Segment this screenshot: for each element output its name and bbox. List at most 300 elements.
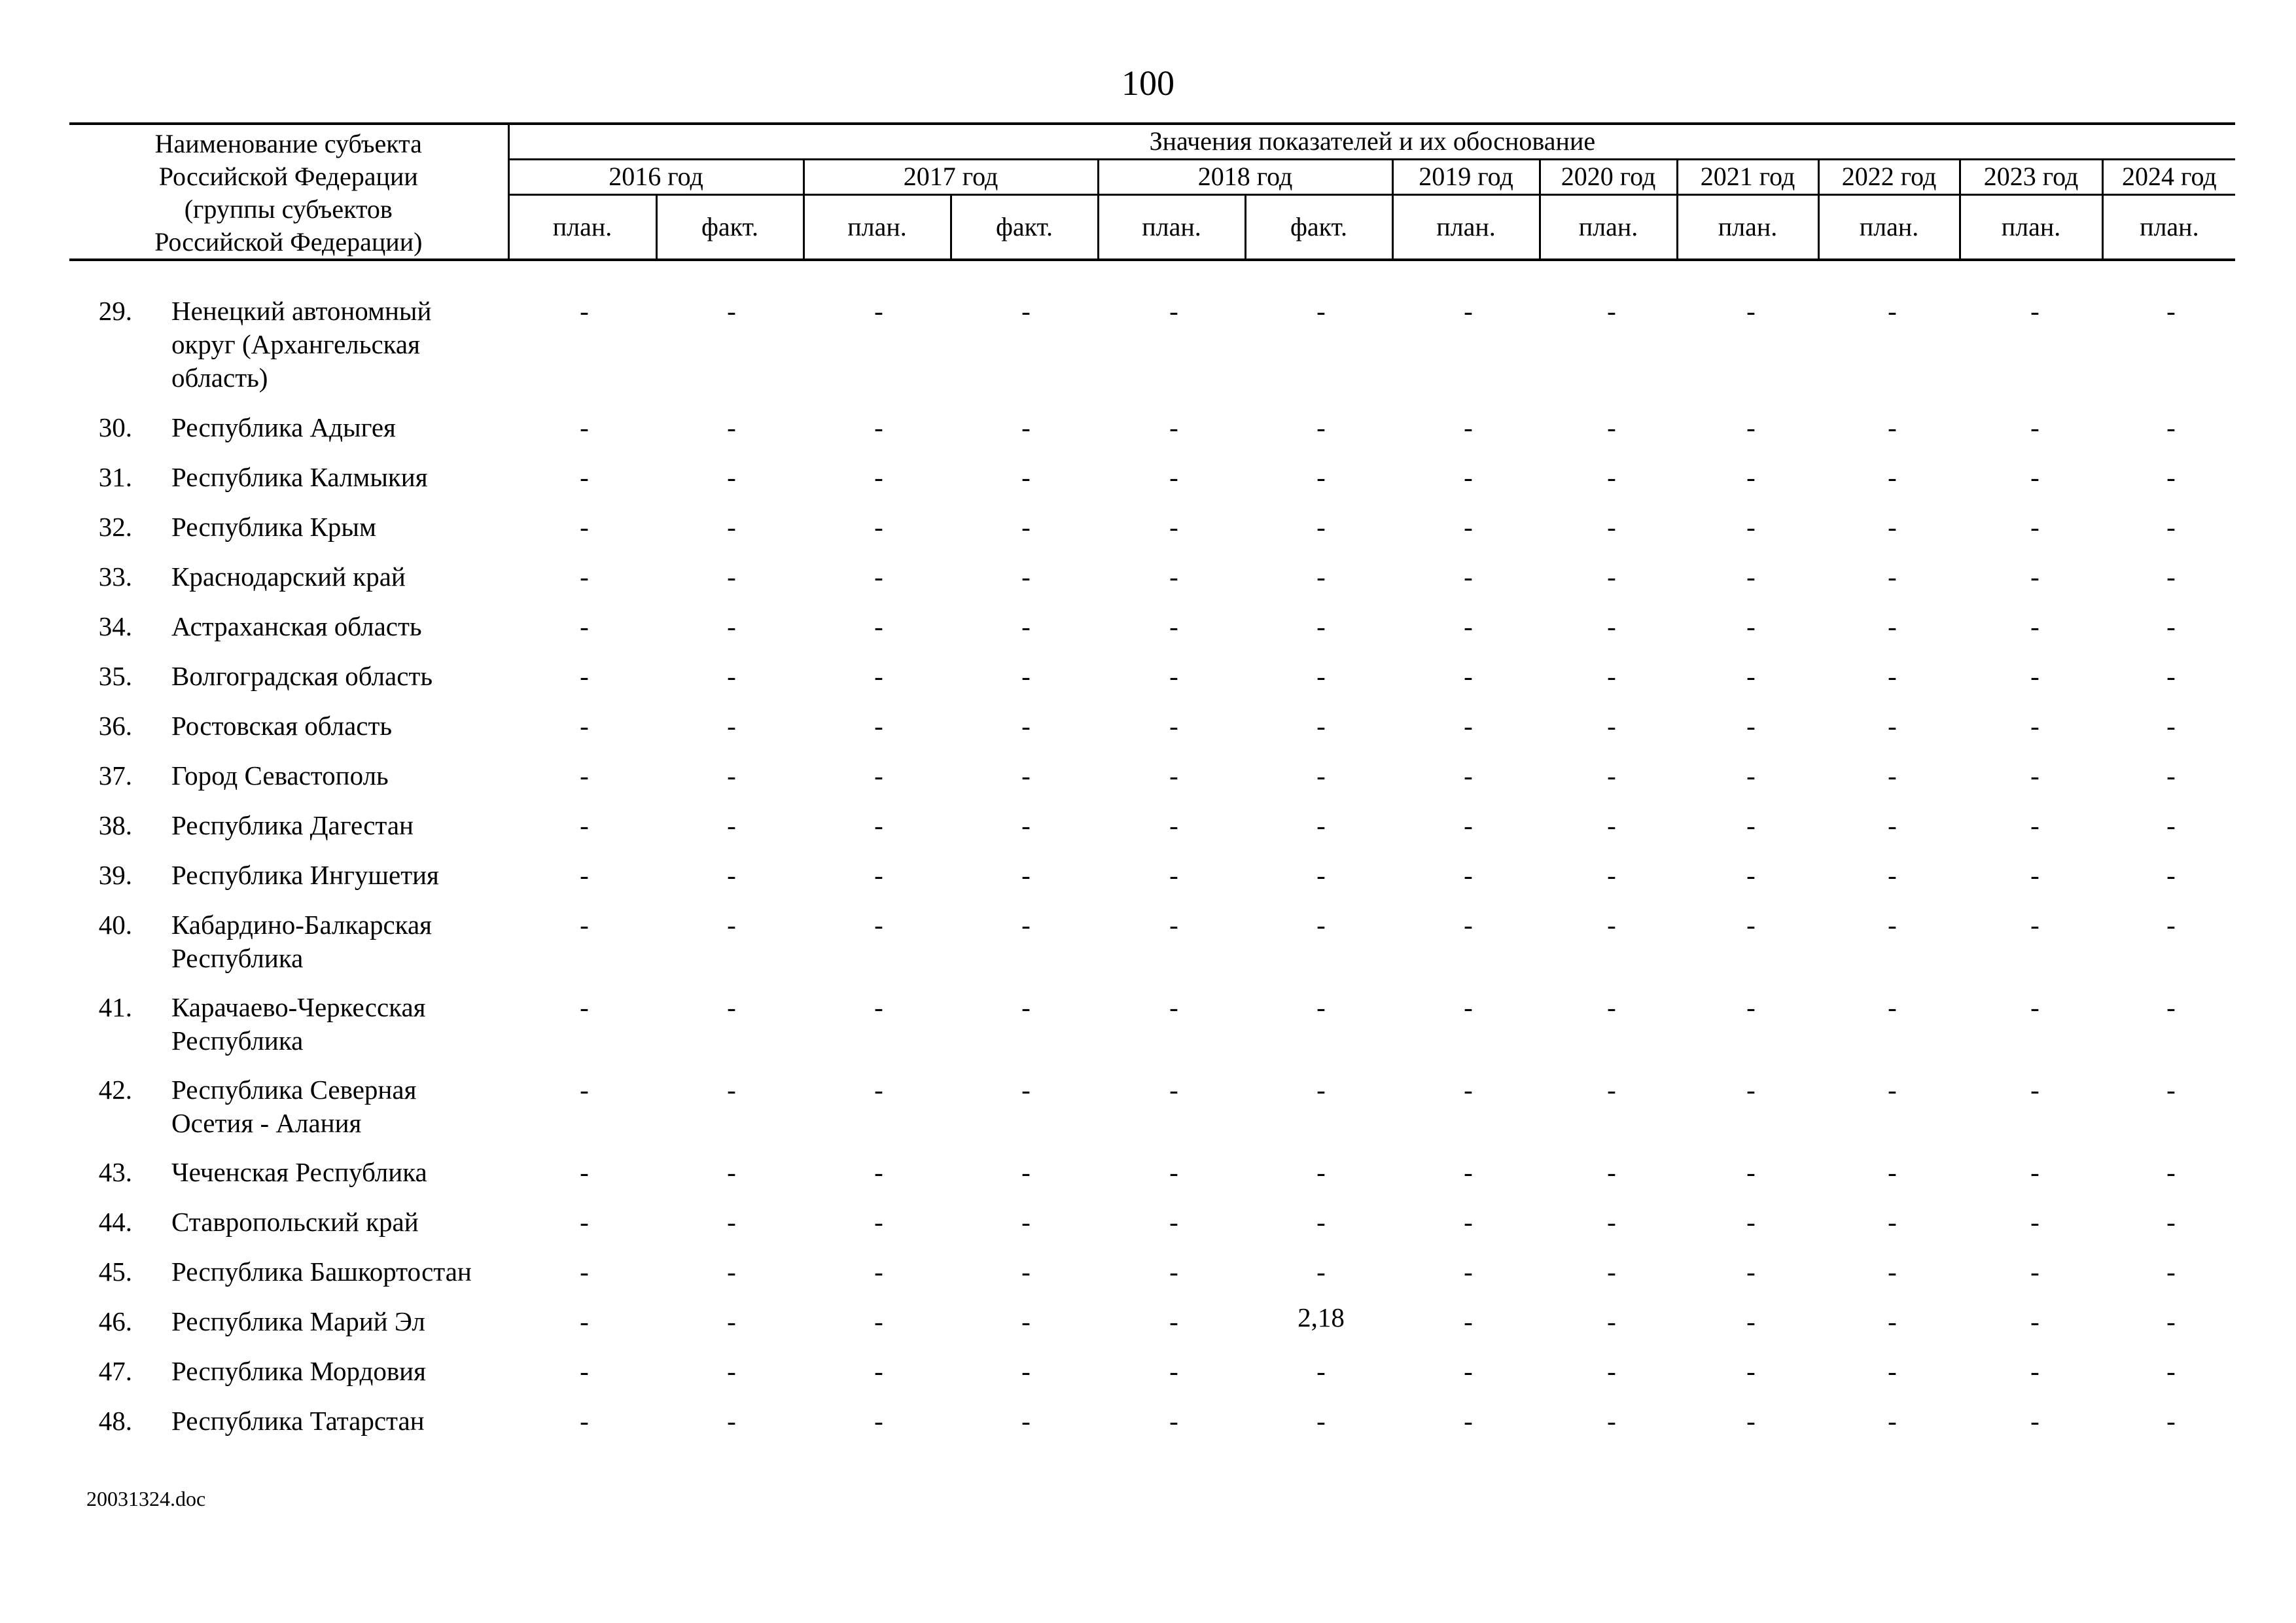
year-header-2020: 2020 год	[1540, 159, 1677, 194]
value-cell: -	[727, 1257, 736, 1287]
value-cell: -	[1464, 1406, 1473, 1436]
row-number: 43.	[98, 1157, 132, 1187]
plan-header-2018: план.	[1098, 194, 1245, 260]
value-cell: -	[874, 611, 883, 641]
value-cell: -	[580, 296, 589, 326]
value-cell: -	[1464, 992, 1473, 1022]
value-cell: -	[1746, 412, 1756, 442]
value-cell: -	[580, 810, 589, 840]
value-cell: -	[1021, 992, 1031, 1022]
row-number: 35.	[98, 661, 132, 691]
value-cell: -	[1888, 412, 1897, 442]
value-cell: -	[2166, 1207, 2176, 1237]
value-cell: -	[1746, 760, 1756, 791]
value-cell: -	[1607, 611, 1616, 641]
year-header-2017: 2017 год	[804, 159, 1098, 194]
row-number: 40.	[98, 910, 132, 940]
value-cell: -	[1021, 1157, 1031, 1187]
subject-name: Город Севастополь	[171, 760, 389, 791]
value-cell: -	[1021, 661, 1031, 691]
fact-header-2018: факт.	[1245, 194, 1392, 260]
value-cell: -	[2166, 992, 2176, 1022]
value-cell: -	[580, 1075, 589, 1105]
value-cell: -	[2166, 412, 2176, 442]
value-cell: -	[727, 412, 736, 442]
value-cell: -	[1607, 910, 1616, 940]
value-cell: -	[1316, 810, 1326, 840]
value-cell: -	[580, 1356, 589, 1386]
fact-header-2016: факт.	[656, 194, 804, 260]
fact-header-2017: факт.	[951, 194, 1098, 260]
value-cell: -	[1169, 1306, 1178, 1336]
subject-name: Республика Башкортостан	[171, 1257, 472, 1287]
year-header-2018: 2018 год	[1098, 159, 1392, 194]
row-number: 45.	[98, 1257, 132, 1287]
value-cell: -	[1021, 512, 1031, 542]
value-cell: -	[2030, 711, 2040, 741]
row-number: 29.	[98, 296, 132, 326]
value-cell: -	[580, 661, 589, 691]
value-cell: -	[580, 562, 589, 592]
value-cell: -	[1464, 1306, 1473, 1336]
value-cell: -	[1888, 512, 1897, 542]
value-cell: -	[1888, 860, 1897, 890]
value-cell: -	[727, 1406, 736, 1436]
value-cell: -	[1607, 1157, 1616, 1187]
value-cell: -	[727, 992, 736, 1022]
value-cell: -	[1169, 910, 1178, 940]
value-cell: -	[1316, 1207, 1326, 1237]
subject-name: Республика Северная Осетия - Алания	[171, 1075, 417, 1138]
subject-name: Волгоградская область	[171, 661, 433, 691]
value-cell: -	[1746, 512, 1756, 542]
value-cell: -	[1888, 1075, 1897, 1105]
subject-name: Кабардино-Балкарская Республика	[171, 910, 433, 973]
value-cell: -	[1169, 562, 1178, 592]
value-cell: -	[1464, 860, 1473, 890]
value-cell: -	[2166, 910, 2176, 940]
value-cell: -	[1316, 1257, 1326, 1287]
value-cell: -	[727, 810, 736, 840]
value-cell: -	[2166, 1306, 2176, 1336]
value-cell: -	[1316, 412, 1326, 442]
value-cell: -	[580, 760, 589, 791]
value-cell: -	[874, 910, 883, 940]
value-cell: -	[1169, 810, 1178, 840]
value-cell: -	[580, 412, 589, 442]
subject-name: Республика Марий Эл	[171, 1306, 425, 1336]
value-cell: -	[2030, 562, 2040, 592]
value-cell: -	[580, 1257, 589, 1287]
value-cell: -	[2166, 1075, 2176, 1105]
value-cell: -	[874, 1306, 883, 1336]
value-cell: -	[580, 1406, 589, 1436]
row-number: 32.	[98, 512, 132, 542]
value-cell: -	[1021, 562, 1031, 592]
value-cell: -	[2166, 760, 2176, 791]
value-cell: 2,18	[1298, 1302, 1345, 1332]
value-cell: -	[1888, 711, 1897, 741]
value-cell: -	[1746, 992, 1756, 1022]
value-cell: -	[1607, 1406, 1616, 1436]
value-cell: -	[1169, 412, 1178, 442]
row-number: 44.	[98, 1207, 132, 1237]
value-cell: -	[2166, 1406, 2176, 1436]
value-cell: -	[1464, 412, 1473, 442]
subject-name: Республика Дагестан	[171, 810, 414, 840]
subject-name-header: Наименование субъекта Российской Федерации (группы субъектов Российской Федерации)	[69, 124, 508, 260]
value-cell: -	[1746, 711, 1756, 741]
value-cell: -	[2166, 860, 2176, 890]
subject-name: Чеченская Республика	[171, 1157, 427, 1187]
value-cell: -	[1746, 1257, 1756, 1287]
value-cell: -	[1021, 1257, 1031, 1287]
value-cell: -	[874, 296, 883, 326]
value-cell: -	[1746, 1306, 1756, 1336]
value-cell: -	[580, 462, 589, 492]
value-cell: -	[727, 512, 736, 542]
value-cell: -	[1316, 1075, 1326, 1105]
value-cell: -	[874, 1356, 883, 1386]
value-cell: -	[580, 1157, 589, 1187]
value-cell: -	[1169, 611, 1178, 641]
value-cell: -	[1746, 1406, 1756, 1436]
value-cell: -	[1169, 860, 1178, 890]
value-cell: -	[2030, 1406, 2040, 1436]
value-cell: -	[727, 611, 736, 641]
value-cell: -	[1169, 1257, 1178, 1287]
row-number: 37.	[98, 760, 132, 791]
document-filename: 20031324.doc	[86, 1487, 206, 1510]
value-cell: -	[2030, 611, 2040, 641]
value-cell: -	[2166, 562, 2176, 592]
value-cell: -	[1021, 296, 1031, 326]
value-cell: -	[2030, 462, 2040, 492]
value-cell: -	[1888, 760, 1897, 791]
value-cell: -	[1169, 711, 1178, 741]
value-cell: -	[580, 910, 589, 940]
plan-header-2016: план.	[508, 194, 656, 260]
row-number: 31.	[98, 462, 132, 492]
value-cell: -	[1888, 296, 1897, 326]
value-cell: -	[2030, 1257, 2040, 1287]
value-cell: -	[727, 562, 736, 592]
value-cell: -	[1607, 810, 1616, 840]
value-cell: -	[2166, 1257, 2176, 1287]
row-number: 42.	[98, 1075, 132, 1105]
value-cell: -	[727, 760, 736, 791]
value-cell: -	[1888, 810, 1897, 840]
value-cell: -	[727, 1075, 736, 1105]
value-cell: -	[874, 1406, 883, 1436]
value-cell: -	[1746, 860, 1756, 890]
value-cell: -	[2030, 810, 2040, 840]
subject-name: Республика Калмыкия	[171, 462, 428, 492]
values-group-header: Значения показателей и их обоснование	[508, 124, 2235, 159]
value-cell: -	[1888, 462, 1897, 492]
value-cell: -	[2166, 611, 2176, 641]
value-cell: -	[1607, 412, 1616, 442]
value-cell: -	[1746, 296, 1756, 326]
value-cell: -	[1021, 462, 1031, 492]
value-cell: -	[1746, 810, 1756, 840]
value-cell: -	[2030, 1306, 2040, 1336]
value-cell: -	[1316, 1157, 1326, 1187]
value-cell: -	[2030, 910, 2040, 940]
value-cell: -	[1746, 462, 1756, 492]
value-cell: -	[2030, 1075, 2040, 1105]
value-cell: -	[580, 860, 589, 890]
value-cell: -	[1021, 910, 1031, 940]
value-cell: -	[1746, 1207, 1756, 1237]
subject-name: Карачаево-Черкесская Республика	[171, 992, 426, 1056]
value-cell: -	[1316, 512, 1326, 542]
value-cell: -	[874, 462, 883, 492]
year-header-2019: 2019 год	[1392, 159, 1540, 194]
value-cell: -	[1316, 562, 1326, 592]
value-cell: -	[1464, 810, 1473, 840]
row-number: 46.	[98, 1306, 132, 1336]
value-cell: -	[727, 910, 736, 940]
subject-name: Ненецкий автономный округ (Архангельская область)	[171, 296, 432, 393]
value-cell: -	[1607, 711, 1616, 741]
value-cell: -	[1888, 661, 1897, 691]
value-cell: -	[1464, 760, 1473, 791]
value-cell: -	[2166, 1157, 2176, 1187]
value-cell: -	[2166, 512, 2176, 542]
value-cell: -	[1316, 760, 1326, 791]
value-cell: -	[1888, 1406, 1897, 1436]
value-cell: -	[1169, 296, 1178, 326]
value-cell: -	[1607, 512, 1616, 542]
row-number: 33.	[98, 562, 132, 592]
value-cell: -	[1021, 711, 1031, 741]
subject-name: Ставропольский край	[171, 1207, 419, 1237]
value-cell: -	[727, 1207, 736, 1237]
value-cell: -	[1888, 1207, 1897, 1237]
value-cell: -	[1464, 1157, 1473, 1187]
value-cell: -	[874, 810, 883, 840]
value-cell: -	[1888, 611, 1897, 641]
value-cell: -	[1607, 760, 1616, 791]
value-cell: -	[580, 1306, 589, 1336]
value-cell: -	[1169, 661, 1178, 691]
subject-name: Республика Ингушетия	[171, 860, 439, 890]
value-cell: -	[1169, 992, 1178, 1022]
value-cell: -	[874, 1257, 883, 1287]
value-cell: -	[2030, 1157, 2040, 1187]
year-header-2022: 2022 год	[1818, 159, 1960, 194]
plan-header-2017: план.	[804, 194, 951, 260]
year-header-2016: 2016 год	[508, 159, 804, 194]
value-cell: -	[2166, 1356, 2176, 1386]
value-cell: -	[727, 860, 736, 890]
subject-name: Ростовская область	[171, 711, 393, 741]
value-cell: -	[1316, 1406, 1326, 1436]
subject-name: Астраханская область	[171, 611, 422, 641]
value-cell: -	[2166, 462, 2176, 492]
value-cell: -	[1464, 1257, 1473, 1287]
value-cell: -	[2030, 512, 2040, 542]
value-cell: -	[580, 1207, 589, 1237]
value-cell: -	[1607, 992, 1616, 1022]
value-cell: -	[1888, 1306, 1897, 1336]
value-cell: -	[1746, 1356, 1756, 1386]
value-cell: -	[1607, 462, 1616, 492]
year-header-2023: 2023 год	[1960, 159, 2102, 194]
value-cell: -	[874, 992, 883, 1022]
value-cell: -	[1464, 512, 1473, 542]
row-number: 38.	[98, 810, 132, 840]
value-cell: -	[1607, 1257, 1616, 1287]
value-cell: -	[1316, 910, 1326, 940]
value-cell: -	[1169, 462, 1178, 492]
value-cell: -	[1169, 512, 1178, 542]
value-cell: -	[874, 661, 883, 691]
value-cell: -	[1464, 1356, 1473, 1386]
value-cell: -	[1607, 1356, 1616, 1386]
value-cell: -	[1607, 1075, 1616, 1105]
plan-header-2020: план.	[1540, 194, 1677, 260]
value-cell: -	[1746, 611, 1756, 641]
value-cell: -	[2166, 711, 2176, 741]
value-cell: -	[1021, 1207, 1031, 1237]
value-cell: -	[1169, 1207, 1178, 1237]
subject-name: Республика Адыгея	[171, 412, 396, 442]
value-cell: -	[1021, 1356, 1031, 1386]
value-cell: -	[2166, 810, 2176, 840]
row-number: 39.	[98, 860, 132, 890]
value-cell: -	[2030, 760, 2040, 791]
value-cell: -	[1021, 760, 1031, 791]
value-cell: -	[2030, 860, 2040, 890]
value-cell: -	[1464, 611, 1473, 641]
value-cell: -	[727, 1157, 736, 1187]
subject-name: Краснодарский край	[171, 562, 406, 592]
value-cell: -	[1316, 860, 1326, 890]
value-cell: -	[874, 1157, 883, 1187]
value-cell: -	[580, 611, 589, 641]
value-cell: -	[727, 1306, 736, 1336]
value-cell: -	[1316, 711, 1326, 741]
value-cell: -	[1607, 296, 1616, 326]
value-cell: -	[1021, 810, 1031, 840]
value-cell: -	[874, 860, 883, 890]
value-cell: -	[1021, 1306, 1031, 1336]
value-cell: -	[2030, 1356, 2040, 1386]
page-number: 100	[1122, 63, 1174, 103]
value-cell: -	[874, 760, 883, 791]
value-cell: -	[1169, 1157, 1178, 1187]
value-cell: -	[1316, 296, 1326, 326]
value-cell: -	[1746, 1075, 1756, 1105]
value-cell: -	[2030, 1207, 2040, 1237]
row-number: 48.	[98, 1406, 132, 1436]
value-cell: -	[874, 1075, 883, 1105]
plan-header-2021: план.	[1677, 194, 1818, 260]
value-cell: -	[727, 296, 736, 326]
plan-header-2019: план.	[1392, 194, 1540, 260]
year-header-2021: 2021 год	[1677, 159, 1818, 194]
value-cell: -	[1888, 1356, 1897, 1386]
value-cell: -	[1464, 910, 1473, 940]
value-cell: -	[727, 661, 736, 691]
value-cell: -	[1021, 412, 1031, 442]
value-cell: -	[1021, 1075, 1031, 1105]
subject-name: Республика Татарстан	[171, 1406, 425, 1436]
value-cell: -	[1888, 992, 1897, 1022]
value-cell: -	[874, 562, 883, 592]
value-cell: -	[1316, 462, 1326, 492]
value-cell: -	[2166, 661, 2176, 691]
value-cell: -	[1607, 661, 1616, 691]
value-cell: -	[1464, 711, 1473, 741]
value-cell: -	[580, 711, 589, 741]
value-cell: -	[1316, 992, 1326, 1022]
value-cell: -	[580, 992, 589, 1022]
value-cell: -	[1021, 611, 1031, 641]
value-cell: -	[1746, 661, 1756, 691]
value-cell: -	[2030, 992, 2040, 1022]
value-cell: -	[1464, 1207, 1473, 1237]
row-number: 36.	[98, 711, 132, 741]
value-cell: -	[1746, 562, 1756, 592]
value-cell: -	[1316, 1356, 1326, 1386]
value-cell: -	[1888, 1257, 1897, 1287]
plan-header-2023: план.	[1960, 194, 2102, 260]
value-cell: -	[2030, 661, 2040, 691]
value-cell: -	[1607, 562, 1616, 592]
value-cell: -	[1316, 661, 1326, 691]
row-number: 41.	[98, 992, 132, 1022]
year-header-2024: 2024 год	[2102, 159, 2235, 194]
row-number: 34.	[98, 611, 132, 641]
value-cell: -	[1464, 462, 1473, 492]
value-cell: -	[1169, 760, 1178, 791]
value-cell: -	[1021, 860, 1031, 890]
value-cell: -	[1021, 1406, 1031, 1436]
value-cell: -	[580, 512, 589, 542]
value-cell: -	[2166, 296, 2176, 326]
value-cell: -	[1169, 1075, 1178, 1105]
value-cell: -	[1607, 1306, 1616, 1336]
value-cell: -	[1607, 1207, 1616, 1237]
plan-header-2024: план.	[2102, 194, 2235, 260]
value-cell: -	[1746, 910, 1756, 940]
row-number: 47.	[98, 1356, 132, 1386]
subject-name: Республика Мордовия	[171, 1356, 426, 1386]
value-cell: -	[1464, 661, 1473, 691]
value-cell: -	[874, 412, 883, 442]
value-cell: -	[1607, 860, 1616, 890]
value-cell: -	[2030, 296, 2040, 326]
plan-header-2022: план.	[1818, 194, 1960, 260]
value-cell: -	[1316, 611, 1326, 641]
value-cell: -	[1464, 562, 1473, 592]
value-cell: -	[727, 1356, 736, 1386]
value-cell: -	[727, 462, 736, 492]
value-cell: -	[727, 711, 736, 741]
row-number: 30.	[98, 412, 132, 442]
value-cell: -	[874, 711, 883, 741]
value-cell: -	[1464, 296, 1473, 326]
value-cell: -	[1169, 1356, 1178, 1386]
value-cell: -	[874, 512, 883, 542]
subject-name: Республика Крым	[171, 512, 376, 542]
value-cell: -	[1746, 1157, 1756, 1187]
value-cell: -	[1888, 1157, 1897, 1187]
value-cell: -	[2030, 412, 2040, 442]
